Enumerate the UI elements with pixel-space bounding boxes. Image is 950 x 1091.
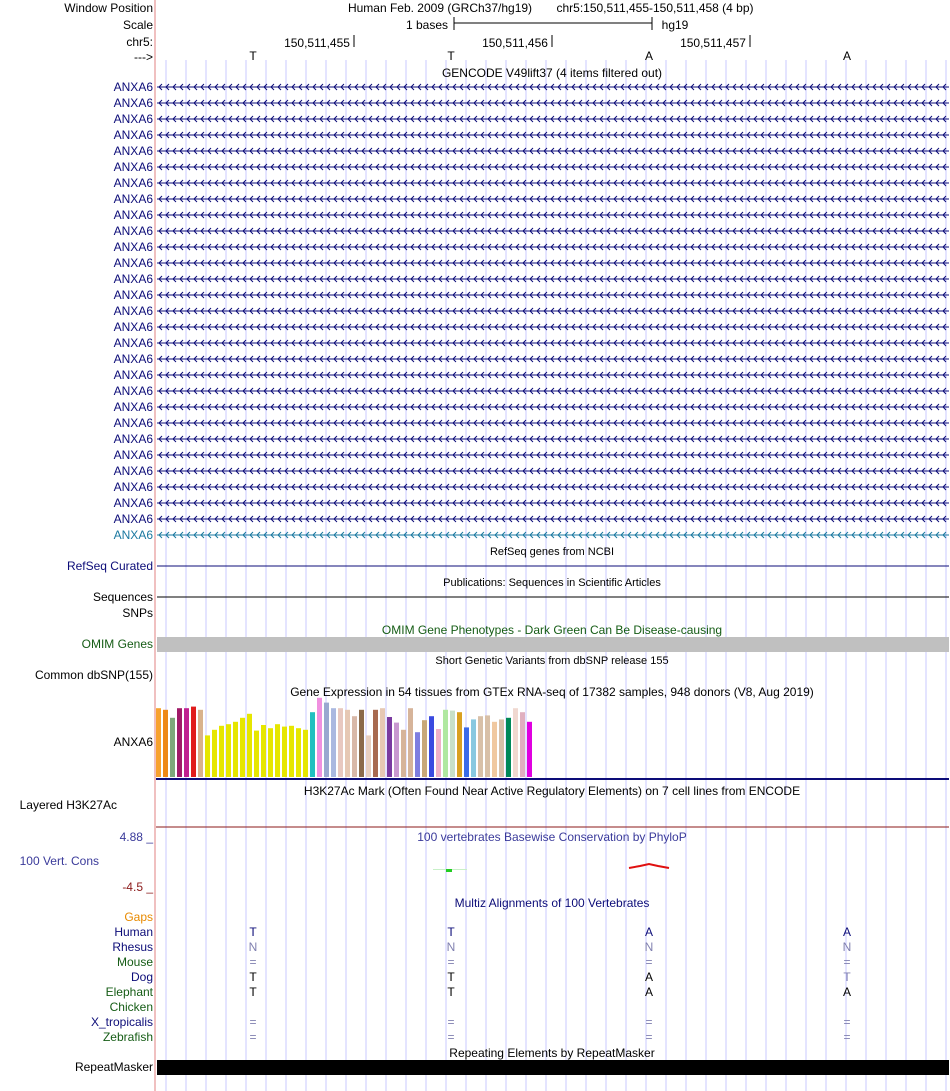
gtex-tissue-bar <box>275 724 280 777</box>
alignment-base: = <box>843 1015 851 1029</box>
multiz-track-title[interactable]: Multiz Alignments of 100 Vertebrates <box>454 896 650 910</box>
repeatmasker-bar <box>157 1060 949 1075</box>
gtex-tissue-bar <box>485 715 490 777</box>
gtex-tissue-bar <box>436 729 441 777</box>
publications-label[interactable]: Sequences <box>92 590 153 604</box>
gencode-track-title[interactable]: GENCODE V49lift37 (4 items filtered out) <box>441 66 663 80</box>
species-label[interactable]: Human <box>114 925 153 939</box>
gtex-tissue-bar <box>359 710 364 777</box>
position-readout: chr5:150,511,455-150,511,458 (4 bp) <box>556 1 754 15</box>
scale-text: 1 bases <box>405 18 449 32</box>
alignment-base: T <box>249 925 257 939</box>
gene-label-anxa6[interactable]: ANXA6 <box>113 480 153 494</box>
alignment-base: = <box>843 1030 851 1044</box>
gtex-tissue-bar <box>177 708 182 777</box>
h3k27ac-label[interactable]: Layered H3K27Ac <box>19 798 117 812</box>
gene-label-anxa6[interactable]: ANXA6 <box>113 192 153 206</box>
species-label[interactable]: Zebrafish <box>102 1030 153 1044</box>
repeatmasker-track-title[interactable]: Repeating Elements by RepeatMasker <box>449 1046 655 1060</box>
gene-label-anxa6[interactable]: ANXA6 <box>113 496 153 510</box>
gtex-tissue-bar <box>352 716 357 777</box>
species-label[interactable]: Dog <box>130 970 153 984</box>
gene-label-anxa6[interactable]: ANXA6 <box>113 288 153 302</box>
gtex-tissue-bar <box>464 727 469 777</box>
gene-label-anxa6[interactable]: ANXA6 <box>113 224 153 238</box>
alignment-base: N <box>248 940 258 954</box>
alignment-base: N <box>446 940 456 954</box>
gtex-track-title[interactable]: Gene Expression in 54 tissues from GTEx RNA-seq of 17382 samples, 948 donors (V8, Aug 2019) <box>290 685 814 699</box>
strand-label: ---> <box>134 50 153 64</box>
gene-label-anxa6[interactable]: ANXA6 <box>113 208 153 222</box>
alignment-base: = <box>645 1030 653 1044</box>
gtex-tissue-bar <box>415 732 420 777</box>
gtex-tissue-bar <box>233 722 238 777</box>
gtex-tissue-bar <box>499 719 504 777</box>
sequence-base: A <box>842 49 851 63</box>
alignment-base: A <box>644 970 653 984</box>
gtex-gene-label[interactable]: ANXA6 <box>113 735 153 749</box>
h3k27ac-track-title[interactable]: H3K27Ac Mark (Often Found Near Active Regulatory Elements) on 7 cell lines from ENCODE <box>303 784 801 798</box>
gtex-tissue-bar <box>184 708 189 777</box>
refseq-label[interactable]: RefSeq Curated <box>66 559 153 573</box>
phylop-track-title[interactable]: 100 vertebrates Basewise Conservation by PhyloP <box>417 830 687 844</box>
gene-label-anxa6[interactable]: ANXA6 <box>113 240 153 254</box>
gtex-tissue-bar <box>478 716 483 777</box>
gtex-tissue-bar <box>219 726 224 777</box>
gtex-tissue-bar <box>394 723 399 777</box>
coord-label: 150,511,457 <box>680 36 746 50</box>
alignment-base: T <box>447 925 455 939</box>
alignment-base: = <box>447 955 455 969</box>
species-label[interactable]: Chicken <box>109 1000 153 1014</box>
gene-label-anxa6[interactable]: ANXA6 <box>113 352 153 366</box>
gtex-tissue-bar <box>240 718 245 777</box>
gtex-tissue-bar <box>422 720 427 777</box>
sequence-base: T <box>249 49 257 63</box>
omim-track-title[interactable]: OMIM Gene Phenotypes - Dark Green Can Be Disease-causing <box>381 623 723 637</box>
gene-label-anxa6[interactable]: ANXA6 <box>113 128 153 142</box>
alignment-base: = <box>249 1015 257 1029</box>
db-label: hg19 <box>661 18 689 32</box>
gene-label-anxa6[interactable]: ANXA6 <box>113 512 153 526</box>
species-label[interactable]: Elephant <box>105 985 153 999</box>
sequence-base: T <box>447 49 455 63</box>
gtex-tissue-bar <box>429 716 434 777</box>
gene-label-anxa6[interactable]: ANXA6 <box>113 336 153 350</box>
coord-label: 150,511,456 <box>482 36 548 50</box>
coord-label: 150,511,455 <box>284 36 350 50</box>
species-label[interactable]: X_tropicalis <box>90 1015 153 1029</box>
track-label-column <box>0 0 153 1091</box>
phylop-min-label: -4.5 _ <box>122 880 153 894</box>
refseq-track-title[interactable]: RefSeq genes from NCBI <box>489 546 615 558</box>
gtex-tissue-bar <box>247 714 252 777</box>
assembly-title: Human Feb. 2009 (GRCh37/hg19) <box>347 1 533 15</box>
gtex-tissue-bar <box>198 710 203 777</box>
chrom-label: chr5: <box>126 35 153 49</box>
gene-label-anxa6[interactable]: ANXA6 <box>113 160 153 174</box>
gtex-tissue-bar <box>492 722 497 777</box>
alignment-base: = <box>447 1030 455 1044</box>
gtex-tissue-bar <box>303 730 308 777</box>
species-label[interactable]: Rhesus <box>112 940 153 954</box>
gene-label-anxa6[interactable]: ANXA6 <box>113 400 153 414</box>
gene-label-anxa6[interactable]: ANXA6 <box>113 176 153 190</box>
gene-label-anxa6[interactable]: ANXA6 <box>113 368 153 382</box>
alignment-base: A <box>644 925 653 939</box>
alignment-base: = <box>645 1015 653 1029</box>
phylop-positive-score <box>446 869 452 872</box>
gtex-tissue-bar <box>296 728 301 777</box>
gtex-tissue-bar <box>282 727 287 777</box>
window-position-label: Window Position <box>64 1 153 15</box>
gtex-tissue-bar <box>520 712 525 777</box>
gtex-tissue-bar <box>310 712 315 777</box>
alignment-base: T <box>843 970 851 984</box>
alignment-base: T <box>249 970 257 984</box>
gtex-tissue-bar <box>331 708 336 777</box>
publications-track-title[interactable]: Publications: Sequences in Scientific Articles <box>443 577 661 589</box>
gtex-tissue-bar <box>163 710 168 777</box>
alignment-base: T <box>249 985 257 999</box>
gtex-tissue-bar <box>226 724 231 777</box>
alignment-base: = <box>249 1030 257 1044</box>
gtex-tissue-bar <box>401 730 406 777</box>
alignment-base: A <box>842 925 851 939</box>
gene-label-anxa6[interactable]: ANXA6 <box>113 448 153 462</box>
gtex-tissue-bar <box>156 708 161 777</box>
sequence-base: A <box>644 49 653 63</box>
gtex-tissue-bar <box>513 708 518 777</box>
gtex-tissue-bar <box>212 730 217 777</box>
gene-label-anxa6[interactable]: ANXA6 <box>113 432 153 446</box>
alignment-base: A <box>644 985 653 999</box>
phylop-negative-score <box>629 864 669 868</box>
phylop-label[interactable]: 100 Vert. Cons <box>19 854 99 868</box>
gtex-tissue-bar <box>170 718 175 777</box>
alignment-base: T <box>447 985 455 999</box>
alignment-base: = <box>447 1015 455 1029</box>
gtex-tissue-bar <box>261 725 266 777</box>
gtex-tissue-bar <box>450 711 455 777</box>
gtex-tissue-bar <box>289 726 294 777</box>
gtex-tissue-bar <box>317 698 322 777</box>
gtex-tissue-bar <box>205 735 210 777</box>
gtex-tissue-bar <box>387 717 392 777</box>
gtex-tissue-bar <box>443 710 448 777</box>
gene-label-anxa6[interactable]: ANXA6 <box>113 464 153 478</box>
gtex-tissue-bar <box>457 712 462 777</box>
dbsnp-label[interactable]: Common dbSNP(155) <box>34 668 153 682</box>
gtex-tissue-bar <box>268 728 273 777</box>
gene-label-anxa6[interactable]: ANXA6 <box>113 528 153 542</box>
gene-label-anxa6[interactable]: ANXA6 <box>113 272 153 286</box>
dbsnp-track-title[interactable]: Short Genetic Variants from dbSNP release 155 <box>435 655 669 667</box>
alignment-base: T <box>447 970 455 984</box>
gtex-tissue-bar <box>408 708 413 777</box>
gtex-tissue-bar <box>380 708 385 777</box>
repeatmasker-label[interactable]: RepeatMasker <box>74 1060 153 1074</box>
alignment-base: = <box>843 955 851 969</box>
gene-label-anxa6[interactable]: ANXA6 <box>113 384 153 398</box>
gtex-tissue-bar <box>373 710 378 777</box>
gtex-tissue-bar <box>254 731 259 777</box>
scale-label: Scale <box>122 18 153 32</box>
gene-label-anxa6[interactable]: ANXA6 <box>113 320 153 334</box>
gtex-tissue-bar <box>506 718 511 777</box>
species-label[interactable]: Mouse <box>116 955 153 969</box>
gtex-tissue-bar <box>324 703 329 777</box>
gene-label-anxa6[interactable]: ANXA6 <box>113 416 153 430</box>
gtex-tissue-bar <box>471 719 476 777</box>
gene-label-anxa6[interactable]: ANXA6 <box>113 112 153 126</box>
gtex-tissue-bar <box>338 708 343 777</box>
gene-label-anxa6[interactable]: ANXA6 <box>113 144 153 158</box>
omim-label[interactable]: OMIM Genes <box>81 637 153 651</box>
alignment-base: A <box>842 985 851 999</box>
gtex-tissue-bar <box>366 735 371 777</box>
alignment-base: = <box>645 955 653 969</box>
gene-label-anxa6[interactable]: ANXA6 <box>113 304 153 318</box>
alignment-base: N <box>644 940 654 954</box>
snps-label[interactable]: SNPs <box>122 606 153 620</box>
phylop-max-label: 4.88 _ <box>119 830 153 844</box>
gene-label-anxa6[interactable]: ANXA6 <box>113 80 153 94</box>
gaps-label: Gaps <box>124 910 153 924</box>
gene-label-anxa6[interactable]: ANXA6 <box>113 96 153 110</box>
gene-label-anxa6[interactable]: ANXA6 <box>113 256 153 270</box>
gtex-tissue-bar <box>345 710 350 777</box>
omim-bar <box>157 637 949 652</box>
gtex-tissue-bar <box>191 707 196 777</box>
alignment-base: = <box>249 955 257 969</box>
alignment-base: N <box>842 940 852 954</box>
gtex-tissue-bar <box>527 722 532 777</box>
